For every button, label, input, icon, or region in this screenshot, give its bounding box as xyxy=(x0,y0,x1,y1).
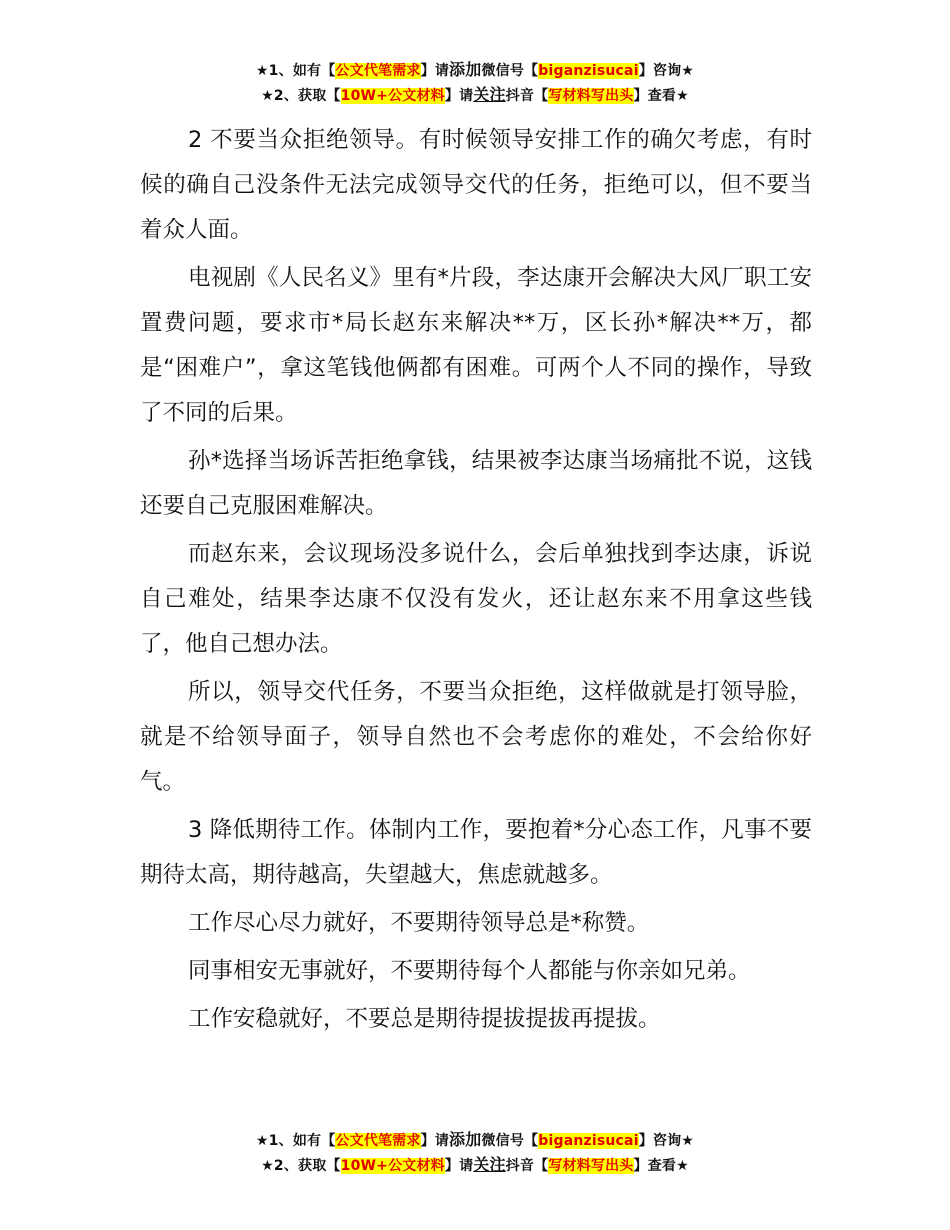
highlight-wechat-id: biganzisucai xyxy=(538,63,639,79)
banner-line-1 xyxy=(0,1128,950,1153)
highlight-materials: 10W+公文材料 xyxy=(340,1158,445,1174)
paragraph: 电视剧《人民名义》里有*片段，李达康开会解决大风厂职工安置费问题，要求市*局长赵东来解决**万，区长孙*解决**万，都是“困难户”，拿这笔钱他俩都有困难。可两个人不同的操作，导致了不同的后果。 xyxy=(140,265,812,426)
paragraph: 孙*选择当场诉苦拒绝拿钱，结果被李达康当场痛批不说，这钱还要自己克服困难解决。 xyxy=(140,448,812,519)
paragraph: 工作尽心尽力就好，不要期待领导总是*称赞。 xyxy=(188,910,650,936)
highlight-ghostwriting: 公文代笔需求 xyxy=(335,1133,421,1149)
banner-emphasis: 关注 xyxy=(473,1155,506,1174)
banner-text: 微信号【 xyxy=(481,63,539,79)
header-banner xyxy=(0,58,950,108)
highlight-wechat-id: biganzisucai xyxy=(538,1133,639,1149)
document-body xyxy=(140,118,812,1045)
banner-text: 】咨询★ xyxy=(638,63,695,79)
highlight-douyin-account: 写材料写出头 xyxy=(548,88,634,104)
paragraph: 而赵东来，会议现场没多说什么，会后单独找到李达康，诉说自己难处，结果李达康不仅没有发火，还让赵东来不用拿这些钱了，他自己想办法。 xyxy=(140,541,812,657)
banner-text: 】查看★ xyxy=(633,88,689,104)
banner-text: ★1、如有【 xyxy=(255,63,336,79)
highlight-ghostwriting: 公文代笔需求 xyxy=(335,63,421,79)
banner-line-2 xyxy=(0,1153,950,1178)
banner-text: 】请 xyxy=(420,1133,450,1149)
banner-text: 抖音【 xyxy=(505,1158,549,1174)
highlight-douyin-account: 写材料写出头 xyxy=(548,1158,634,1174)
paragraph: 2 不要当众拒绝领导。有时候领导安排工作的确欠考虑，有时候的确自己没条件无法完成领导交代的任务，拒绝可以，但不要当着众人面。 xyxy=(140,127,812,243)
banner-text: ★2、获取【 xyxy=(261,88,341,104)
highlight-materials: 10W+公文材料 xyxy=(340,88,445,104)
banner-text: ★2、获取【 xyxy=(261,1158,341,1174)
banner-text: ★1、如有【 xyxy=(255,1133,336,1149)
banner-text: 】请 xyxy=(420,63,450,79)
banner-text: 】请 xyxy=(444,88,474,104)
banner-text: 抖音【 xyxy=(505,88,549,104)
banner-emphasis: 关注 xyxy=(473,85,506,104)
banner-text: 】查看★ xyxy=(633,1158,689,1174)
paragraph: 3 降低期待工作。体制内工作，要抱着*分心态工作，凡事不要期待太高，期待越高，失望越大，焦虑就越多。 xyxy=(140,817,812,888)
banner-text: 微信号【 xyxy=(481,1133,539,1149)
banner-line-1 xyxy=(0,58,950,83)
paragraph: 同事相安无事就好，不要期待每个人都能与你亲如兄弟。 xyxy=(188,958,751,984)
banner-text: 】咨询★ xyxy=(638,1133,695,1149)
banner-emphasis: 添加 xyxy=(449,60,482,79)
paragraph: 工作安稳就好，不要总是期待提拔提拔再提拔。 xyxy=(188,1006,661,1032)
banner-emphasis: 添加 xyxy=(449,1130,482,1149)
paragraph: 所以，领导交代任务，不要当众拒绝，这样做就是打领导脸，就是不给领导面子，领导自然也不会考虑你的难处，不会给你好气。 xyxy=(140,679,812,795)
banner-line-2 xyxy=(0,83,950,108)
banner-text: 】请 xyxy=(444,1158,474,1174)
footer-banner xyxy=(0,1128,950,1178)
